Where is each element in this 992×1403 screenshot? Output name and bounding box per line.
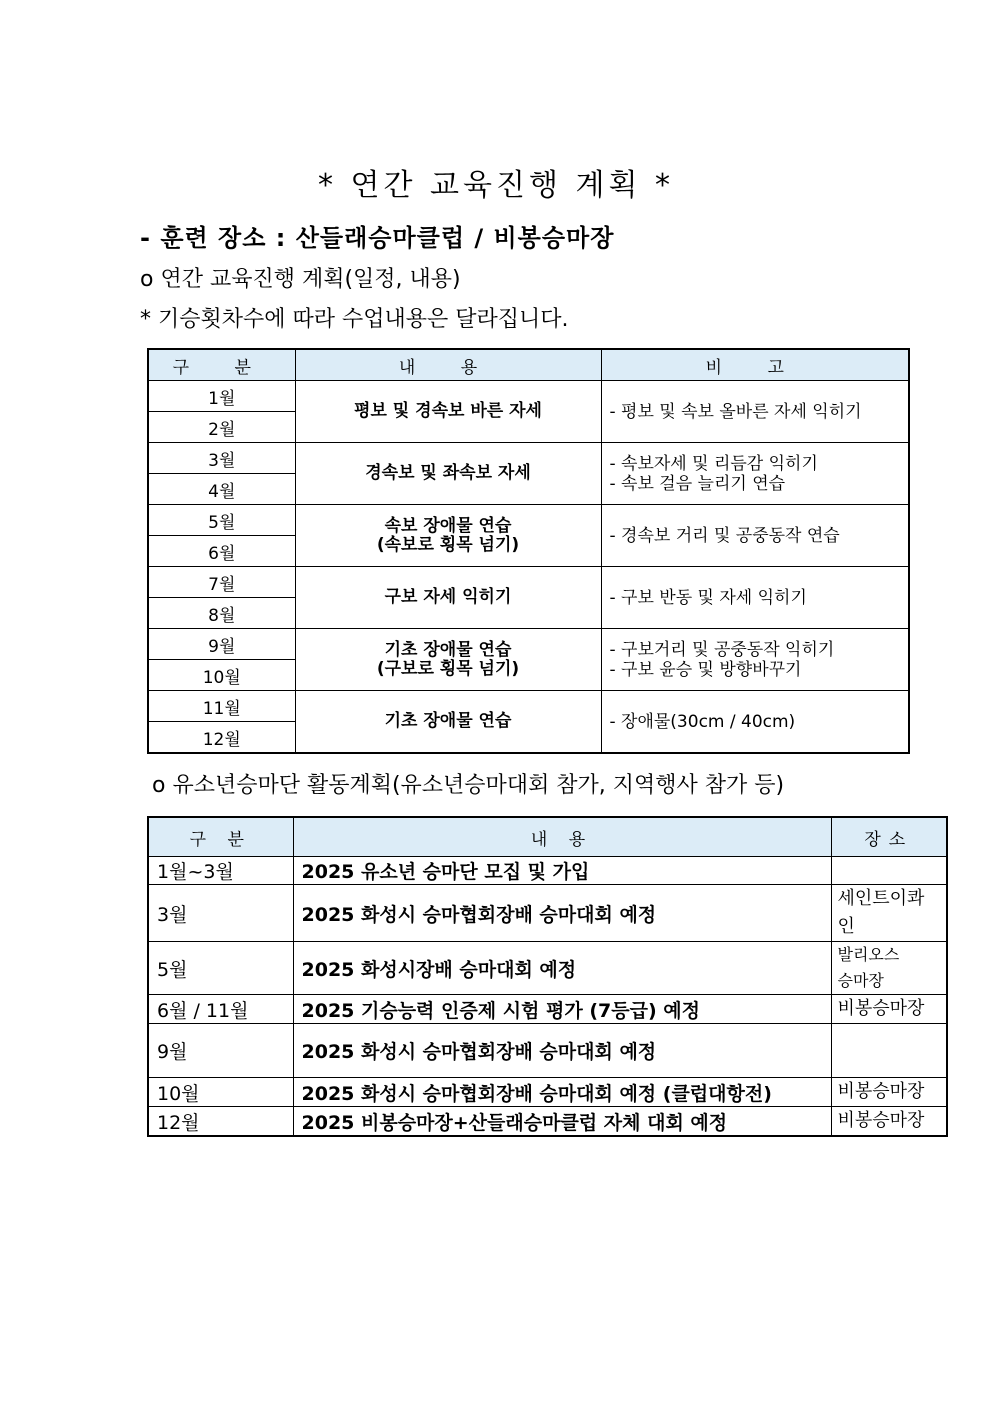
note-cell: - 구보거리 및 공중동작 익히기 - 구보 윤승 및 방향바꾸기 [601,629,909,691]
content-cell: 구보 자세 익히기 [295,567,601,629]
content-cell: 속보 장애물 연습 (속보로 횡목 넘기) [295,505,601,567]
table-row [148,1024,947,1078]
month-cell: 10월 [148,660,295,691]
content-cell: 2025 기승능력 인증제 시험 평가 (7등급) 예정 [293,995,831,1024]
place-cell [831,857,947,885]
annual-plan-table [147,348,910,754]
table-row [148,857,947,885]
table-row [148,885,947,942]
note-cell: - 구보 반동 및 자세 익히기 [601,567,909,629]
content-cell: 2025 화성시 승마협회장배 승마대회 예정 (클럽대항전) [293,1078,831,1107]
training-place: - 훈련 장소 : 산들래승마클럽 / 비봉승마장 [140,224,615,252]
content-cell: 경속보 및 좌속보 자세 [295,443,601,505]
note-cell: - 경속보 거리 및 공중동작 연습 [601,505,909,567]
month-cell: 1월 [148,381,295,412]
month-cell: 4월 [148,474,295,505]
table-header-row [148,349,909,381]
period-cell: 6월 / 11월 [148,995,293,1024]
plan-heading: o 연간 교육진행 계획(일정, 내용) [140,267,461,292]
note-cell: - 속보자세 및 리듬감 익히기 - 속보 걸음 늘리기 연습 [601,443,909,505]
header-category: 구 분 [148,349,295,381]
table-row [148,505,909,536]
header-note: 비 고 [601,349,909,381]
month-cell: 7월 [148,567,295,598]
period-cell: 1월~3월 [148,857,293,885]
plan-note: * 기승횟차수에 따라 수업내용은 달라집니다. [140,307,569,332]
content-cell: 기초 장애물 연습 [295,691,601,754]
activity-plan-table [147,816,948,1137]
table-row [148,629,909,660]
place-cell: 비봉승마장 [831,1107,947,1137]
note-cell: - 장애물(30cm / 40cm) [601,691,909,754]
period-cell: 10월 [148,1078,293,1107]
period-cell: 3월 [148,885,293,942]
header-content: 내 용 [295,349,601,381]
table-row [148,567,909,598]
table-row [148,691,909,722]
place-cell: 비봉승마장 [831,995,947,1024]
table-row [148,1078,947,1107]
note-cell: - 평보 및 속보 올바른 자세 익히기 [601,381,909,443]
header-content: 내 용 [293,817,831,857]
month-cell: 2월 [148,412,295,443]
period-cell: 9월 [148,1024,293,1078]
header-category: 구 분 [148,817,293,857]
content-cell: 기초 장애물 연습 (구보로 횡목 넘기) [295,629,601,691]
table-row [148,443,909,474]
month-cell: 11월 [148,691,295,722]
place-cell [831,1024,947,1078]
content-cell: 평보 및 경속보 바른 자세 [295,381,601,443]
table-row [148,381,909,412]
content-cell: 2025 비봉승마장+산들래승마클럽 자체 대회 예정 [293,1107,831,1137]
period-cell: 12월 [148,1107,293,1137]
month-cell: 3월 [148,443,295,474]
table-row [148,995,947,1024]
period-cell: 5월 [148,942,293,995]
content-cell: 2025 화성시장배 승마대회 예정 [293,942,831,995]
table-header-row [148,817,947,857]
month-cell: 8월 [148,598,295,629]
header-place: 장소 [831,817,947,857]
page-title: * 연간 교육진행 계획 * [318,168,674,203]
place-cell: 발리오스 승마장 [831,942,947,995]
content-cell: 2025 유소년 승마단 모집 및 가입 [293,857,831,885]
month-cell: 12월 [148,722,295,754]
month-cell: 5월 [148,505,295,536]
activity-heading: o 유소년승마단 활동계획(유소년승마대회 참가, 지역행사 참가 등) [152,773,785,798]
content-cell: 2025 화성시 승마협회장배 승마대회 예정 [293,885,831,942]
content-cell: 2025 화성시 승마협회장배 승마대회 예정 [293,1024,831,1078]
table-row [148,942,947,995]
month-cell: 6월 [148,536,295,567]
place-cell: 세인트이콰 인 [831,885,947,942]
month-cell: 9월 [148,629,295,660]
table-row [148,1107,947,1137]
place-cell: 비봉승마장 [831,1078,947,1107]
